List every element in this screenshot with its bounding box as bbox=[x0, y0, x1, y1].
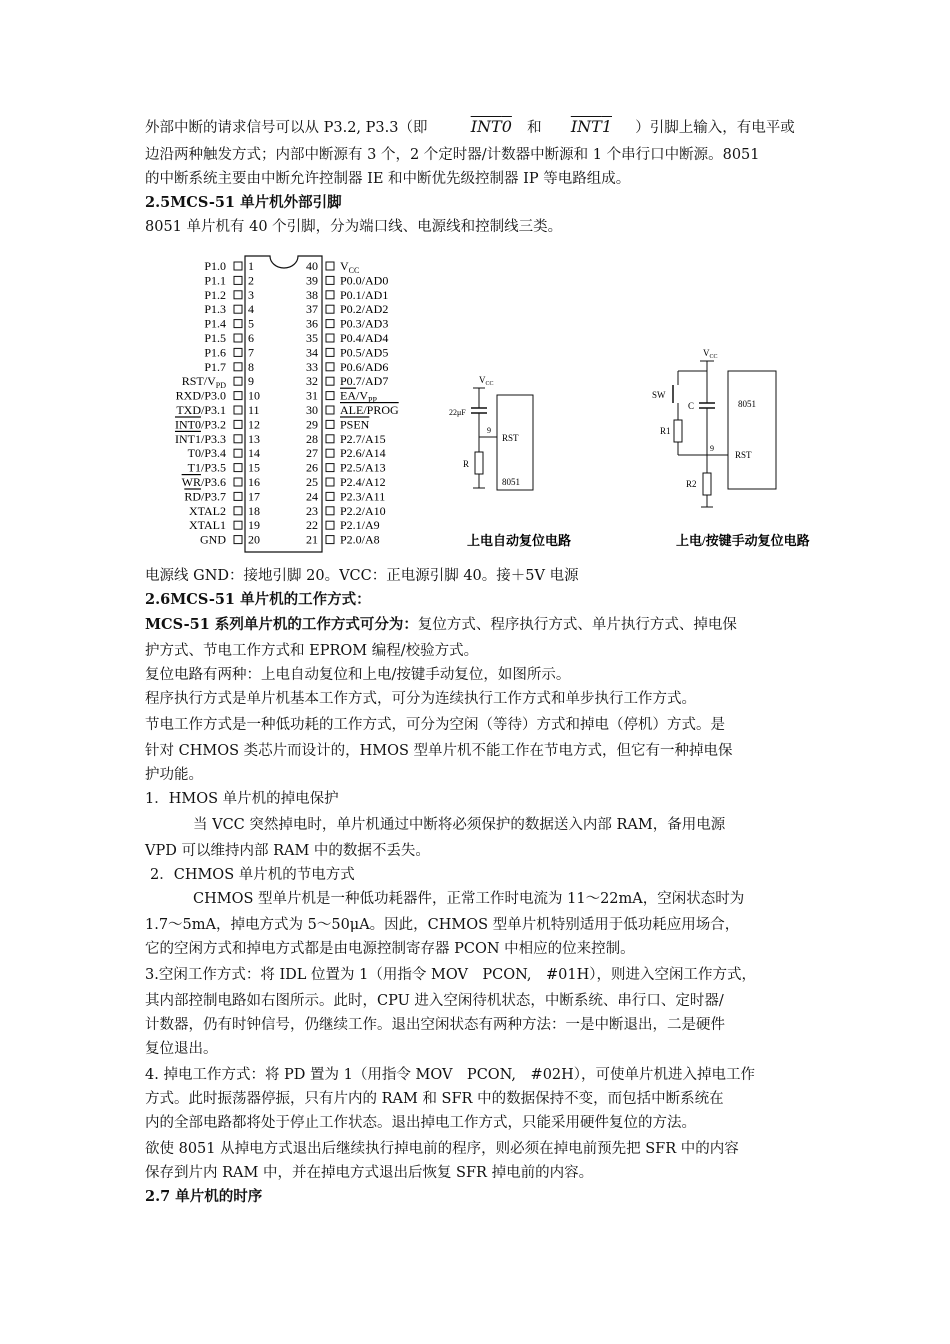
pin-right-28 bbox=[306, 432, 386, 446]
ext-int-line-2: 边沿两种触发方式；内部中断源有 3 个，2 个定时器/计数器中断源和 1 个串行口中断源。8051 bbox=[145, 147, 760, 163]
pin-label: RST/$V_{PD}$ bbox=[181, 374, 226, 391]
pin-number: 18 bbox=[248, 503, 260, 518]
heading-2-7: 2.7 单片机的时序 bbox=[145, 1188, 263, 1205]
pin-label: TXD/P3.1 bbox=[176, 403, 226, 417]
pin-left-17 bbox=[184, 489, 260, 503]
pin-left-13 bbox=[175, 432, 260, 446]
pin-number: 14 bbox=[248, 446, 260, 461]
pin-label: P2.6/A14 bbox=[340, 446, 386, 461]
pin-right-38 bbox=[306, 288, 388, 302]
chip-label: 8051 bbox=[738, 399, 756, 409]
pin-left-20 bbox=[200, 533, 260, 547]
save-line-1: 节电工作方式是一种低功耗的工作方式，可分为空闲（等待）方式和掉电（停机）方式。是 bbox=[145, 717, 725, 733]
reset-text: 复位电路有两种：上电自动复位和上电/按键手动复位，如图所示。 bbox=[145, 667, 571, 683]
pinout-diagram bbox=[150, 250, 440, 555]
pin-right-29 bbox=[306, 417, 370, 431]
pin-label: RD/P3.7 bbox=[184, 489, 226, 504]
pins-intro: 8051 单片机有 40 个引脚，分为端口线、电源线和控制线三类。 bbox=[145, 219, 563, 235]
idle-line-1: 3.空闲工作方式：将 IDL 位置为 1（用指令 MOV PCON, #01H），则进入空闲工作方式， bbox=[145, 967, 757, 983]
pin-number: 21 bbox=[306, 532, 318, 547]
modes-line-2: 护方式、节电工作方式和 EPROM 编程/校验方式。 bbox=[145, 643, 479, 659]
pin-left-19 bbox=[189, 518, 260, 532]
pin-label: $V_{CC}$ bbox=[340, 259, 360, 275]
pin-label: P1.5 bbox=[204, 331, 226, 345]
rst-label: RST bbox=[735, 450, 752, 460]
pin-number: 40 bbox=[306, 259, 318, 273]
pin-left-12 bbox=[175, 417, 260, 431]
pin-number: 33 bbox=[306, 359, 318, 374]
caption: 上电自动复位电路 bbox=[467, 533, 572, 548]
pin-label: P2.0/A8 bbox=[340, 532, 380, 547]
pin-right-25 bbox=[306, 475, 386, 489]
pin-number: 16 bbox=[248, 475, 260, 489]
pin-label: T0/P3.4 bbox=[187, 446, 226, 461]
manual-reset-circuit bbox=[648, 345, 813, 555]
pin-label: P0.0/AD0 bbox=[340, 273, 389, 288]
pin-number: 10 bbox=[248, 388, 260, 403]
idle-line-3: 计数器，仍有时钟信号，仍继续工作。退出空闲状态有两种方法：一是中断退出，二是硬件 bbox=[145, 1017, 725, 1033]
pin-label: ALE/PROG bbox=[340, 403, 399, 417]
powerdown-line-3: 内的全部电路都将处于停止工作状态。退出掉电工作方式，只能采用硬件复位的方法。 bbox=[145, 1115, 696, 1131]
pin-left-6 bbox=[204, 331, 254, 345]
ext-int-line-3: 的中断系统主要由中断允许控制器 IE 和中断优先级控制器 IP 等电路组成。 bbox=[145, 171, 631, 187]
pin-right-33 bbox=[306, 360, 388, 374]
save-line-2: 针对 CHMOS 类芯片而设计的，HMOS 型单片机不能工作在节电方式，但它有一种掉电保 bbox=[145, 743, 733, 759]
pin-left-15 bbox=[188, 461, 260, 475]
res-label: R bbox=[463, 459, 470, 469]
text-segment: 和 bbox=[527, 120, 542, 136]
modes-line-1 bbox=[145, 615, 810, 635]
pin-left-5 bbox=[204, 317, 254, 331]
pin-right-22 bbox=[306, 518, 380, 532]
ext-int-line-1 bbox=[145, 117, 810, 138]
r2-label: R2 bbox=[686, 479, 697, 489]
pin-label: XTAL1 bbox=[188, 518, 226, 533]
pin-label: P0.6/AD6 bbox=[340, 359, 389, 374]
pin-label: P1.1 bbox=[204, 273, 226, 288]
pin-number: 23 bbox=[306, 503, 318, 518]
pin-number: 28 bbox=[306, 431, 318, 446]
sw-label: SW bbox=[652, 390, 666, 400]
pin-number: 37 bbox=[306, 302, 318, 317]
pin-number: 5 bbox=[248, 316, 254, 331]
pin-label: XTAL2 bbox=[188, 503, 226, 518]
pin-number: 24 bbox=[306, 489, 318, 504]
pin-number: 35 bbox=[306, 331, 318, 345]
pin-label: P0.3/AD3 bbox=[340, 316, 389, 331]
pin-right-21 bbox=[306, 533, 380, 547]
idle-line-2: 其内部控制电路如右图所示。此时，CPU 进入空闲待机状态，中断系统、串行口、定时器/ bbox=[145, 993, 724, 1009]
pin-label: P1.3 bbox=[204, 302, 226, 317]
save-line-3: 护功能。 bbox=[145, 767, 203, 783]
cap-label: 22μF bbox=[449, 408, 466, 417]
pin-number: 26 bbox=[306, 460, 318, 475]
pin-right-36 bbox=[306, 317, 388, 331]
pin-left-4 bbox=[204, 302, 254, 316]
section-2-line-2: 1.7～5mA，掉电方式为 5～50μA。因此，CHMOS 型单片机特别适用于低功耗应用场合， bbox=[145, 917, 740, 933]
pin-number: 11 bbox=[248, 403, 260, 417]
pin-number: 17 bbox=[248, 489, 260, 504]
pin-number: 25 bbox=[306, 475, 318, 489]
pin-label: P2.2/A10 bbox=[340, 503, 386, 518]
pin-number: 22 bbox=[306, 518, 318, 533]
pin-left-14 bbox=[188, 446, 260, 460]
pin-label: WR/P3.6 bbox=[181, 475, 226, 489]
pin-number: 39 bbox=[306, 273, 318, 288]
section-1-line-2: VPD 可以维持内部 RAM 中的数据不丢失。 bbox=[145, 843, 430, 859]
pin-label: $EA/V_{PP}$ bbox=[340, 388, 377, 405]
int0-symbol: INT0 bbox=[470, 117, 512, 136]
pin-number: 4 bbox=[248, 302, 254, 317]
pin-label: P2.7/A15 bbox=[340, 431, 386, 446]
pin-label: P1.4 bbox=[204, 316, 226, 331]
power-on-reset-circuit bbox=[445, 370, 595, 555]
exec-text: 程序执行方式是单片机基本工作方式，可分为连续执行工作方式和单步执行工作方式。 bbox=[145, 691, 696, 707]
pin-right-27 bbox=[306, 446, 386, 460]
pin-number: 12 bbox=[248, 417, 260, 432]
node-label: 9 bbox=[710, 444, 714, 453]
r1-label: R1 bbox=[660, 426, 671, 436]
pin-right-24 bbox=[306, 489, 385, 503]
node-label: 9 bbox=[487, 426, 491, 435]
resume-line-1: 欲使 8051 从掉电方式退出后继续执行掉电前的程序，则必须在掉电前预先把 SFR 中的内容 bbox=[145, 1141, 739, 1157]
powerdown-line-2: 方式。此时振荡器停振，只有片内的 RAM 和 SFR 中的数据保持不变，而包括中断系统在 bbox=[145, 1091, 724, 1107]
cap-label: C bbox=[688, 401, 695, 411]
vcc-label: $V_{CC}$ bbox=[479, 375, 494, 387]
pin-number: 19 bbox=[248, 518, 260, 533]
pin-number: 20 bbox=[248, 532, 260, 547]
pin-number: 38 bbox=[306, 287, 318, 302]
pin-label: P1.7 bbox=[204, 359, 226, 374]
pin-number: 27 bbox=[306, 446, 318, 461]
pin-right-37 bbox=[306, 302, 388, 316]
pin-label: GND bbox=[200, 532, 226, 547]
pin-right-30 bbox=[306, 403, 399, 417]
pin-number: 1 bbox=[248, 259, 254, 273]
vcc-label: $V_{CC}$ bbox=[703, 348, 718, 360]
pin-right-32 bbox=[306, 374, 388, 388]
pin-number: 8 bbox=[248, 359, 254, 374]
pin-label: P1.6 bbox=[204, 345, 226, 360]
text-segment: 外部中断的请求信号可以从 P3.2, P3.3（即 bbox=[145, 120, 428, 136]
pin-label: P1.0 bbox=[204, 259, 226, 273]
pin-number: 7 bbox=[248, 345, 254, 360]
pin-right-39 bbox=[306, 273, 388, 287]
pin-left-10 bbox=[176, 389, 260, 403]
pin-number: 31 bbox=[306, 388, 318, 403]
pin-left-1 bbox=[204, 259, 254, 273]
pin-left-2 bbox=[204, 273, 254, 287]
pin-right-35 bbox=[306, 331, 388, 345]
section-1-line-1: 当 VCC 突然掉电时，单片机通过中断将必须保护的数据送入内部 RAM，备用电源 bbox=[193, 817, 726, 833]
power-pins-text: 电源线 GND：接地引脚 20。VCC：正电源引脚 40。接＋5V 电源 bbox=[145, 568, 579, 584]
pin-left-11 bbox=[176, 403, 259, 417]
pin-label: INT0/P3.2 bbox=[174, 417, 226, 432]
heading-2-5: 2.5MCS-51 单片机外部引脚 bbox=[145, 194, 342, 211]
text-segment: MCS-51 系列单片机的工作方式可分为： bbox=[145, 616, 418, 633]
pin-label: P0.1/AD1 bbox=[340, 287, 389, 302]
idle-line-4: 复位退出。 bbox=[145, 1041, 218, 1057]
pin-label: PSEN bbox=[340, 417, 370, 432]
pin-label: P2.1/A9 bbox=[340, 518, 380, 533]
chip-label: 8051 bbox=[502, 477, 520, 487]
pin-number: 3 bbox=[248, 287, 254, 302]
pin-label: P2.4/A12 bbox=[340, 475, 386, 489]
pin-label: P2.3/A11 bbox=[340, 489, 386, 504]
pin-label: INT1/P3.3 bbox=[174, 431, 226, 446]
section-2-title: 2．CHMOS 单片机的节电方式 bbox=[150, 867, 355, 883]
pin-number: 34 bbox=[306, 345, 318, 360]
pin-left-18 bbox=[189, 504, 260, 518]
pin-left-7 bbox=[204, 345, 254, 359]
pin-label: P2.5/A13 bbox=[340, 460, 386, 475]
pin-number: 30 bbox=[306, 403, 318, 417]
rst-label: RST bbox=[502, 433, 519, 443]
text-segment: ）引脚上输入，有电平或 bbox=[635, 120, 795, 136]
powerdown-line-1: 4. 掉电工作方式：将 PD 置为 1（用指令 MOV PCON, #02H），可使单片机进入掉电工作 bbox=[145, 1067, 756, 1083]
pin-label: P1.2 bbox=[204, 287, 226, 302]
pin-label: T1/P3.5 bbox=[187, 460, 226, 475]
pin-number: 32 bbox=[306, 374, 318, 389]
pin-left-8 bbox=[204, 360, 254, 374]
pin-number: 9 bbox=[248, 374, 254, 389]
pin-left-3 bbox=[204, 288, 254, 302]
pin-label: P0.7/AD7 bbox=[340, 374, 389, 389]
caption: 上电/按键手动复位电路 bbox=[676, 533, 810, 548]
pin-number: 29 bbox=[306, 417, 318, 432]
heading-2-6: 2.6MCS-51 单片机的工作方式： bbox=[145, 591, 371, 608]
pin-left-16 bbox=[182, 475, 260, 489]
pin-number: 2 bbox=[248, 273, 254, 288]
section-1-title: 1．HMOS 单片机的掉电保护 bbox=[145, 791, 339, 807]
pin-number: 36 bbox=[306, 316, 318, 331]
section-2-line-3: 它的空闲方式和掉电方式都是由电源控制寄存器 PCON 中相应的位来控制。 bbox=[145, 941, 635, 957]
pin-right-23 bbox=[306, 504, 386, 518]
int1-symbol: INT1 bbox=[570, 117, 612, 136]
pin-label: P0.2/AD2 bbox=[340, 302, 389, 317]
pin-right-34 bbox=[306, 345, 388, 359]
pin-number: 13 bbox=[248, 431, 260, 446]
text-segment: 复位方式、程序执行方式、单片执行方式、掉电保 bbox=[417, 617, 737, 633]
pin-number: 6 bbox=[248, 331, 254, 345]
pin-label: P0.4/AD4 bbox=[340, 331, 389, 345]
pin-right-26 bbox=[306, 461, 386, 475]
pin-number: 15 bbox=[248, 460, 260, 475]
pin-label: RXD/P3.0 bbox=[175, 388, 226, 403]
resume-line-2: 保存到片内 RAM 中，并在掉电方式退出后恢复 SFR 掉电前的内容。 bbox=[145, 1165, 594, 1181]
pin-label: P0.5/AD5 bbox=[340, 345, 389, 360]
section-2-line-1: CHMOS 型单片机是一种低功耗器件，正常工作时电流为 11～22mA，空闲状态时为 bbox=[193, 891, 745, 907]
